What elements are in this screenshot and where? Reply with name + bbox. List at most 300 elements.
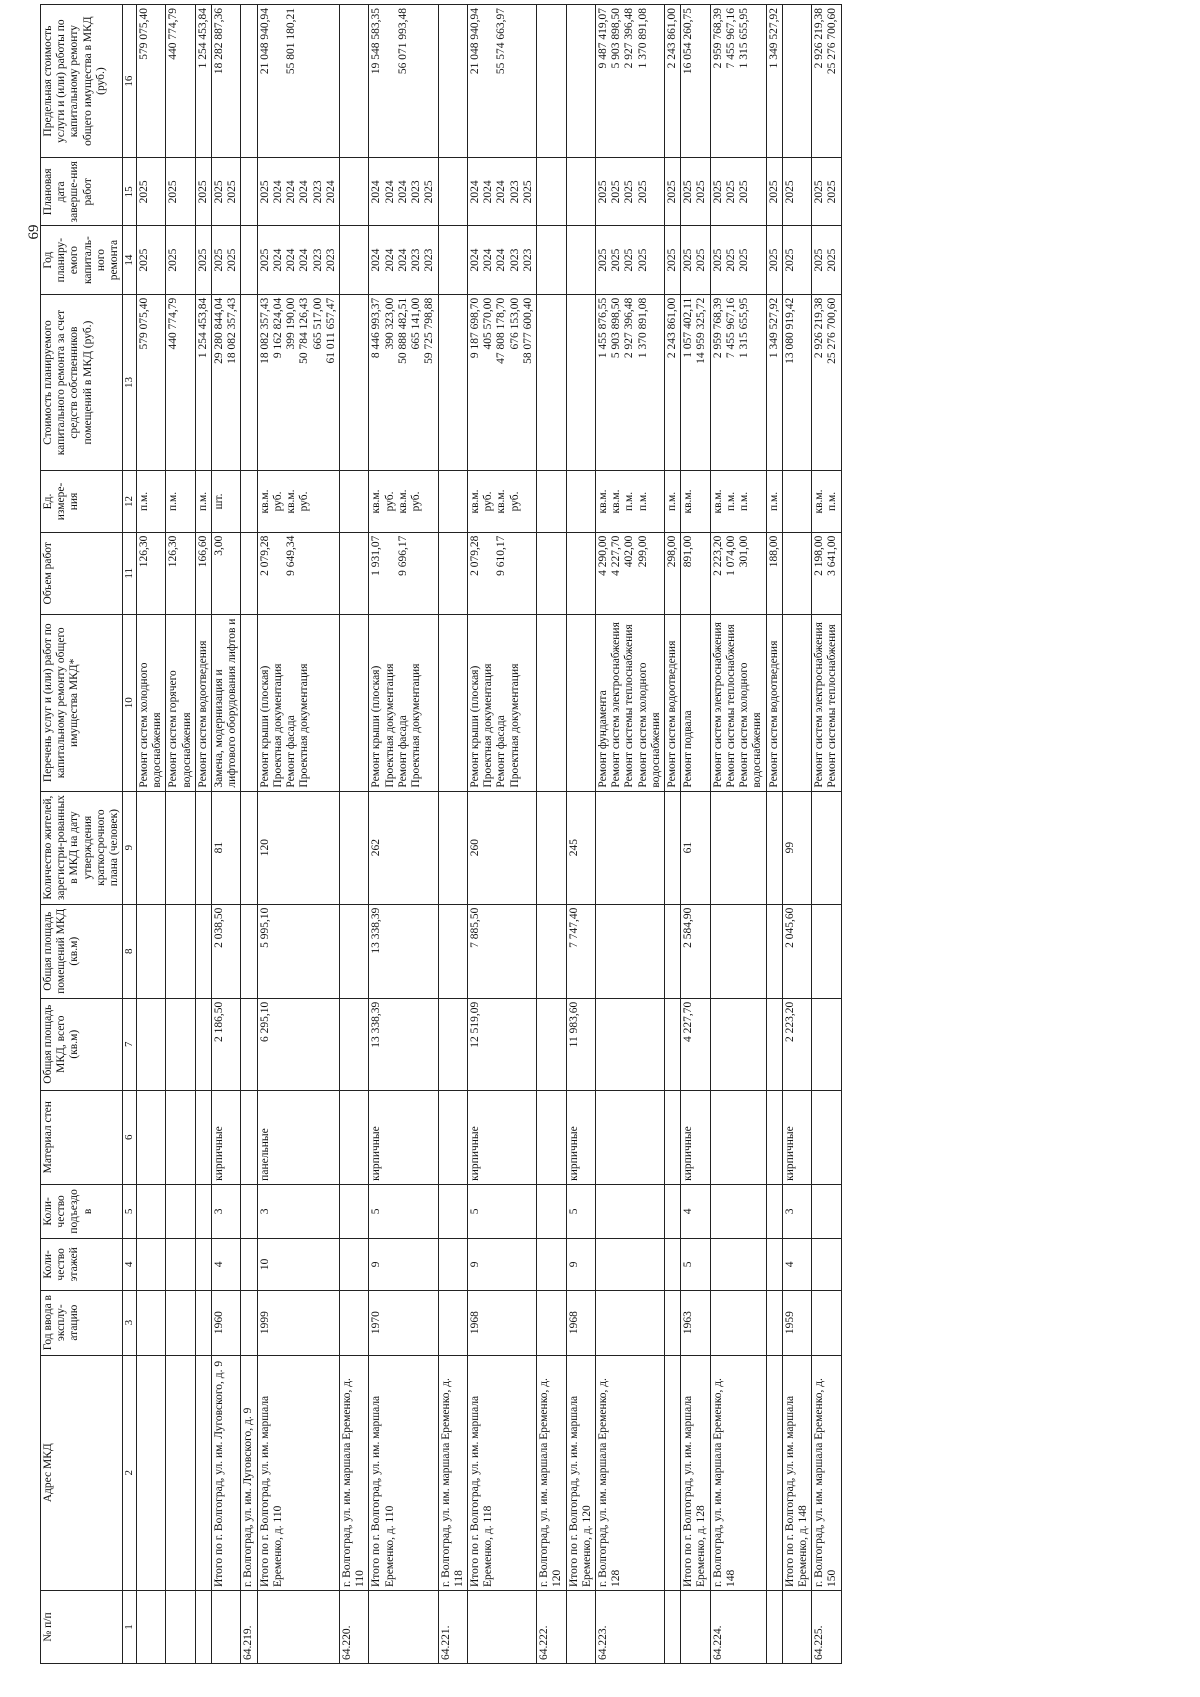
column-header: Адрес МКД (41, 1355, 123, 1590)
table-cell (681, 1591, 710, 1664)
table-cell (166, 904, 195, 998)
table-cell (241, 1290, 257, 1355)
table-cell: 29 280 844,04 18 082 357,43 (212, 294, 241, 471)
table-cell: 9 (467, 1238, 536, 1290)
table-row (782, 5, 811, 1664)
table-cell (257, 1591, 339, 1664)
table-cell (665, 998, 681, 1090)
table-cell (166, 791, 195, 904)
table-row (241, 5, 257, 1664)
table-cell: 13 080 919,42 (782, 294, 811, 471)
table-cell (595, 1090, 664, 1184)
column-number: 9 (123, 791, 137, 904)
table-cell (438, 532, 467, 614)
table-cell: Итого по г. Волгоград, ул. им. маршала Еременко, д. 128 (681, 1355, 710, 1590)
table-cell (812, 1090, 841, 1184)
table-cell (166, 1184, 195, 1238)
table-cell: 2025 2025 (681, 226, 710, 294)
column-header: Объем работ (41, 532, 123, 614)
table-cell: 2 045,60 (782, 904, 811, 998)
table-cell: 9 (369, 1238, 438, 1290)
table-cell: 1 254 453,84 (195, 5, 211, 158)
table-cell: 579 075,40 (136, 294, 165, 471)
table-row (537, 5, 566, 1664)
table-cell: 2025 2024 2024 2024 2023 2023 (257, 226, 339, 294)
table-cell: 2025 2024 2024 2024 2023 2024 (257, 158, 339, 226)
table-cell: 9 487 419,07 5 903 898,50 2 927 396,48 1 370 891,08 (595, 5, 664, 158)
table-cell (166, 1355, 195, 1590)
table-cell (136, 1290, 165, 1355)
table-cell (566, 614, 595, 791)
table-cell: 2025 2025 2025 2025 (595, 158, 664, 226)
table-cell (537, 1290, 566, 1355)
table-cell: кв.м. (681, 471, 710, 532)
column-header: Коли-чество этажей (41, 1238, 123, 1290)
table-cell (195, 1238, 211, 1290)
table-cell: 2024 2024 2024 2023 2025 (467, 158, 536, 226)
column-number: 8 (123, 904, 137, 998)
table-cell: 1970 (369, 1290, 438, 1355)
table-cell (136, 998, 165, 1090)
table-cell (438, 226, 467, 294)
table-cell: 16 054 260,75 (681, 5, 710, 158)
table-cell: 2 038,50 (212, 904, 241, 998)
table-cell (566, 471, 595, 532)
table-cell: 2025 (136, 226, 165, 294)
table-cell: Ремонт систем горячего водоснабжения (166, 614, 195, 791)
table-cell: 4 (212, 1238, 241, 1290)
table-cell: 2025 (166, 158, 195, 226)
table-cell (537, 1090, 566, 1184)
table-cell: 2025 (782, 226, 811, 294)
table-cell: 440 774,79 (166, 5, 195, 158)
table-cell (241, 791, 257, 904)
table-cell (438, 1290, 467, 1355)
table-cell (136, 1238, 165, 1290)
table-cell (665, 904, 681, 998)
table-cell: 2 243 861,00 (665, 294, 681, 471)
table-cell: 1 057 402,11 14 959 325,72 (681, 294, 710, 471)
table-cell (136, 791, 165, 904)
column-header: Год планиру-емого капиталь-ного ремонта (41, 226, 123, 294)
table-row (340, 5, 369, 1664)
table-cell: 2025 2025 2025 (710, 226, 766, 294)
table-cell (369, 1591, 438, 1664)
table-cell (195, 791, 211, 904)
table-cell: 1 455 876,55 5 903 898,50 2 927 396,48 1 370 891,08 (595, 294, 664, 471)
table-cell (241, 294, 257, 471)
table-cell (438, 791, 467, 904)
table-cell (340, 5, 369, 158)
table-cell: 2025 2025 (812, 226, 841, 294)
table-cell: 13 338,39 (369, 904, 438, 998)
table-cell: 2 959 768,39 7 455 967,16 1 315 655,95 (710, 294, 766, 471)
column-number-row (123, 5, 137, 1664)
table-cell (136, 904, 165, 998)
page-number: 69 (26, 224, 42, 240)
table-row (812, 5, 841, 1664)
table-row (566, 5, 595, 1664)
table-row (369, 5, 438, 1664)
table-cell: 61 (681, 791, 710, 904)
column-number: 10 (123, 614, 137, 791)
table-cell: 2024 2024 2024 2023 2023 (369, 226, 438, 294)
table-cell (665, 1090, 681, 1184)
table-cell (595, 1184, 664, 1238)
table-cell: п.м. (195, 471, 211, 532)
table-cell (166, 1090, 195, 1184)
table-cell (537, 158, 566, 226)
table-cell: шт. (212, 471, 241, 532)
table-cell: 126,30 (136, 532, 165, 614)
table-cell: кв.м. кв.м. п.м. п.м. (595, 471, 664, 532)
table-cell: Итого по г. Волгоград, ул. им. маршала Еременко, д. 120 (566, 1355, 595, 1590)
table-cell: Ремонт систем электроснабжения Ремонт системы теплоснабжения Ремонт систем холодного водоснабжения (710, 614, 766, 791)
table-cell (566, 226, 595, 294)
table-cell: 2025 2025 2025 (710, 158, 766, 226)
table-cell: 2025 (782, 158, 811, 226)
table-cell (566, 1591, 595, 1664)
table-cell: 1968 (467, 1290, 536, 1355)
table-cell (537, 471, 566, 532)
table-cell: 2025 2025 (681, 158, 710, 226)
table-cell (241, 532, 257, 614)
table-cell: 5 (566, 1184, 595, 1238)
table-cell: 166,60 (195, 532, 211, 614)
table-cell: п.м. (665, 471, 681, 532)
table-cell (241, 1184, 257, 1238)
column-header: Общая площадь помещений МКД (кв.м) (41, 904, 123, 998)
table-cell: панельные (257, 1090, 339, 1184)
table-row (665, 5, 681, 1664)
table-cell (766, 998, 782, 1090)
table-row (710, 5, 766, 1664)
table-cell (195, 1591, 211, 1664)
table-cell: 7 747,40 (566, 904, 595, 998)
table-cell: 5 (467, 1184, 536, 1238)
table-cell (766, 1591, 782, 1664)
table-cell (195, 1355, 211, 1590)
table-cell: г. Волгоград, ул. им. маршала Еременко, д. 120 (537, 1355, 566, 1590)
table-cell: 188,00 (766, 532, 782, 614)
table-cell (340, 1238, 369, 1290)
column-header: Плановая дата заверше-ния работ (41, 158, 123, 226)
table-cell: 81 (212, 791, 241, 904)
table-cell (340, 998, 369, 1090)
table-cell: 21 048 940,94 55 574 663,97 (467, 5, 536, 158)
table-cell: 120 (257, 791, 339, 904)
table-cell: 2025 2025 2025 2025 (595, 226, 664, 294)
table-row (681, 5, 710, 1664)
table-cell: 2025 (195, 226, 211, 294)
table-cell: Итого по г. Волгоград, ул. им. маршала Еременко, д. 110 (369, 1355, 438, 1590)
table-cell (166, 1238, 195, 1290)
table-cell: Ремонт систем водоотведения (665, 614, 681, 791)
table-cell: 2 959 768,39 7 455 967,16 1 315 655,95 (710, 5, 766, 158)
table-cell (241, 226, 257, 294)
table-cell: 1 931,07 9 696,17 (369, 532, 438, 614)
table-cell: 2025 (166, 226, 195, 294)
table-cell: 1968 (566, 1290, 595, 1355)
table-cell (438, 1090, 467, 1184)
table-cell: 4 (681, 1184, 710, 1238)
table-cell (812, 998, 841, 1090)
table-cell: Итого по г. Волгоград, ул. им. маршала Еременко, д. 118 (467, 1355, 536, 1590)
table-cell: 1960 (212, 1290, 241, 1355)
table-cell: 5 (681, 1238, 710, 1290)
table-cell (241, 614, 257, 791)
table-cell (665, 791, 681, 904)
table-cell (136, 1090, 165, 1184)
column-number: 16 (123, 5, 137, 158)
table-cell (766, 1238, 782, 1290)
table-body (136, 5, 841, 1664)
table-cell (438, 998, 467, 1090)
table-cell (782, 5, 811, 158)
table-cell (195, 1290, 211, 1355)
table-cell (537, 5, 566, 158)
table-cell: 4 290,00 4 227,70 402,00 299,00 (595, 532, 664, 614)
table-cell: Ремонт крыши (плоская) Проектная документация Ремонт фасада Проектная документация (257, 614, 339, 791)
table-cell (595, 904, 664, 998)
table-cell: кирпичные (566, 1090, 595, 1184)
table-cell (595, 1290, 664, 1355)
table-cell (340, 158, 369, 226)
table-cell (812, 1238, 841, 1290)
table-cell (710, 904, 766, 998)
column-header: Коли-чество подъездо в (41, 1184, 123, 1238)
table-cell: 11 983,60 (566, 998, 595, 1090)
table-cell: 5 995,10 (257, 904, 339, 998)
column-number: 2 (123, 1355, 137, 1590)
table-cell (665, 1290, 681, 1355)
table-cell (812, 791, 841, 904)
table-cell: 2 186,50 (212, 998, 241, 1090)
table-cell: г. Волгоград, ул. им. маршала Еременко, д. 118 (438, 1355, 467, 1590)
table-cell: 2025 (136, 158, 165, 226)
table-row (467, 5, 536, 1664)
column-header: Материал стен (41, 1090, 123, 1184)
table-cell (566, 5, 595, 158)
table-cell: кирпичные (467, 1090, 536, 1184)
table-cell (241, 998, 257, 1090)
table-cell: кв.м. руб. кв.м. руб. (467, 471, 536, 532)
table-cell: 9 (566, 1238, 595, 1290)
table-cell: п.м. (136, 471, 165, 532)
table-cell: 12 519,09 (467, 998, 536, 1090)
column-header: Предельная стоимость услуги и (или) работы по капитальному ремонту общего имущества в МКД (руб.) (41, 5, 123, 158)
table-cell: 64.219. (241, 1591, 257, 1664)
table-cell: 2025 2025 (212, 158, 241, 226)
table-cell (340, 226, 369, 294)
table-cell (340, 1184, 369, 1238)
table-cell (166, 1290, 195, 1355)
table-cell: 64.223. (595, 1591, 664, 1664)
table-cell (665, 1238, 681, 1290)
table-cell (710, 1090, 766, 1184)
table-cell (241, 471, 257, 532)
table-cell: 260 (467, 791, 536, 904)
table-cell: 4 (782, 1238, 811, 1290)
table-cell: 2 243 861,00 (665, 5, 681, 158)
table-cell: Ремонт систем водоотведения (766, 614, 782, 791)
table-cell (710, 791, 766, 904)
table-cell: 6 295,10 (257, 998, 339, 1090)
table-cell (241, 5, 257, 158)
table-cell: 2024 2024 2024 2023 2025 (369, 158, 438, 226)
table-cell (812, 904, 841, 998)
column-number: 6 (123, 1090, 137, 1184)
table-cell (665, 1355, 681, 1590)
table-cell: кв.м. п.м. (812, 471, 841, 532)
table-cell: 5 (369, 1184, 438, 1238)
table-cell (566, 532, 595, 614)
table-cell (340, 532, 369, 614)
table-cell: 10 (257, 1238, 339, 1290)
table-cell (340, 1290, 369, 1355)
table-cell (340, 471, 369, 532)
table-cell: 2025 (665, 226, 681, 294)
table-cell: 9 187 698,70 405 570,00 47 808 178,70 676 153,00 58 077 600,40 (467, 294, 536, 471)
table-cell (537, 1238, 566, 1290)
column-number: 1 (123, 1591, 137, 1664)
table-row (195, 5, 211, 1664)
table-cell (537, 791, 566, 904)
table-cell (766, 1355, 782, 1590)
table-row (766, 5, 782, 1664)
table-cell: 18 282 887,36 (212, 5, 241, 158)
table-cell (766, 1290, 782, 1355)
table-cell (665, 1184, 681, 1238)
table-cell: кирпичные (782, 1090, 811, 1184)
table-cell (710, 1290, 766, 1355)
table-cell (782, 532, 811, 614)
table-cell (566, 294, 595, 471)
table-cell (710, 1184, 766, 1238)
repair-plan-document (40, 4, 1200, 1664)
table-cell (438, 5, 467, 158)
table-cell: 2025 (766, 158, 782, 226)
table-cell: г. Волгоград, ул. им. маршала Еременко, д. 150 (812, 1355, 841, 1590)
repair-plan-table (40, 4, 842, 1664)
table-cell (537, 904, 566, 998)
table-cell: 19 548 583,35 56 071 993,48 (369, 5, 438, 158)
table-cell: 3,00 (212, 532, 241, 614)
table-cell (340, 791, 369, 904)
table-row (257, 5, 339, 1664)
table-cell (195, 904, 211, 998)
table-cell (537, 1184, 566, 1238)
table-cell (537, 614, 566, 791)
table-row (438, 5, 467, 1664)
table-cell (766, 904, 782, 998)
table-cell: 7 885,50 (467, 904, 536, 998)
table-cell (537, 226, 566, 294)
table-cell: 64.220. (340, 1591, 369, 1664)
table-row (212, 5, 241, 1664)
table-cell: г. Волгоград, ул. им. маршала Еременко, д. 148 (710, 1355, 766, 1590)
table-cell (595, 791, 664, 904)
table-cell (195, 1090, 211, 1184)
table-cell (782, 614, 811, 791)
table-cell: 64.221. (438, 1591, 467, 1664)
table-cell (241, 904, 257, 998)
table-cell (340, 294, 369, 471)
column-header: № п/п (41, 1591, 123, 1664)
table-cell (438, 294, 467, 471)
table-cell: 64.225. (812, 1591, 841, 1664)
table-cell (595, 1238, 664, 1290)
table-cell (537, 532, 566, 614)
table-cell: Ремонт фундамента Ремонт систем электроснабжения Ремонт системы теплоснабжения Ремонт систем холодного водоснабжения (595, 614, 664, 791)
table-cell: 64.222. (537, 1591, 566, 1664)
table-cell: 1 349 527,92 (766, 294, 782, 471)
table-cell: Ремонт систем холодного водоснабжения (136, 614, 165, 791)
table-cell: 2 198,00 3 641,00 (812, 532, 841, 614)
table-cell: 21 048 940,94 55 801 180,21 (257, 5, 339, 158)
table-cell: Ремонт подвала (681, 614, 710, 791)
table-cell: 126,30 (166, 532, 195, 614)
table-cell: 2 223,20 1 074,00 301,00 (710, 532, 766, 614)
table-cell (438, 904, 467, 998)
table-cell (812, 1290, 841, 1355)
table-cell: кв.м. п.м. п.м. (710, 471, 766, 532)
table-cell (467, 1591, 536, 1664)
table-cell: 298,00 (665, 532, 681, 614)
table-cell (195, 1184, 211, 1238)
table-cell: 2 079,28 9 610,17 (467, 532, 536, 614)
table-row (136, 5, 165, 1664)
table-cell (340, 904, 369, 998)
column-header: Ед. измере-ния (41, 471, 123, 532)
table-cell: Ремонт крыши (плоская) Проектная документация Ремонт фасада Проектная документация (467, 614, 536, 791)
table-cell: г. Волгоград, ул. им. Луговского, д. 9 (241, 1355, 257, 1590)
table-cell (766, 791, 782, 904)
table-cell: 99 (782, 791, 811, 904)
table-cell (241, 1238, 257, 1290)
table-cell: 2 926 219,38 25 276 700,60 (812, 5, 841, 158)
table-cell: 3 (782, 1184, 811, 1238)
table-cell: 2 926 219,38 25 276 700,60 (812, 294, 841, 471)
table-cell: 3 (212, 1184, 241, 1238)
table-cell: кв.м. руб. кв.м. руб. (257, 471, 339, 532)
table-cell (241, 158, 257, 226)
table-cell: Итого по г. Волгоград, ул. им. Луговского, д. 9 (212, 1355, 241, 1590)
table-cell: 2 223,20 (782, 998, 811, 1090)
table-cell: 262 (369, 791, 438, 904)
table-cell (136, 1591, 165, 1664)
table-header-row (41, 5, 123, 1664)
column-number: 13 (123, 294, 137, 471)
table-cell: Ремонт систем электроснабжения Ремонт системы теплоснабжения (812, 614, 841, 791)
table-cell: 1963 (681, 1290, 710, 1355)
table-cell (566, 158, 595, 226)
column-header: Перечень услуг и (или) работ по капитальному ремонту общего имущества МКД* (41, 614, 123, 791)
table-cell (766, 1090, 782, 1184)
table-cell: 1959 (782, 1290, 811, 1355)
table-cell (438, 471, 467, 532)
column-header: Стоимость планируемого капитального ремонта за счет средств собственников помещений в МКД (руб.) (41, 294, 123, 471)
table-cell: 1999 (257, 1290, 339, 1355)
table-cell (782, 471, 811, 532)
column-number: 11 (123, 532, 137, 614)
table-cell: Итого по г. Волгоград, ул. им. маршала Еременко, д. 110 (257, 1355, 339, 1590)
table-cell (195, 998, 211, 1090)
table-cell: кирпичные (681, 1090, 710, 1184)
table-cell (438, 1184, 467, 1238)
table-cell: Замена, модернизация и лифтового оборудования лифтов и (212, 614, 241, 791)
column-header: Год ввода в эксплу-атацию (41, 1290, 123, 1355)
